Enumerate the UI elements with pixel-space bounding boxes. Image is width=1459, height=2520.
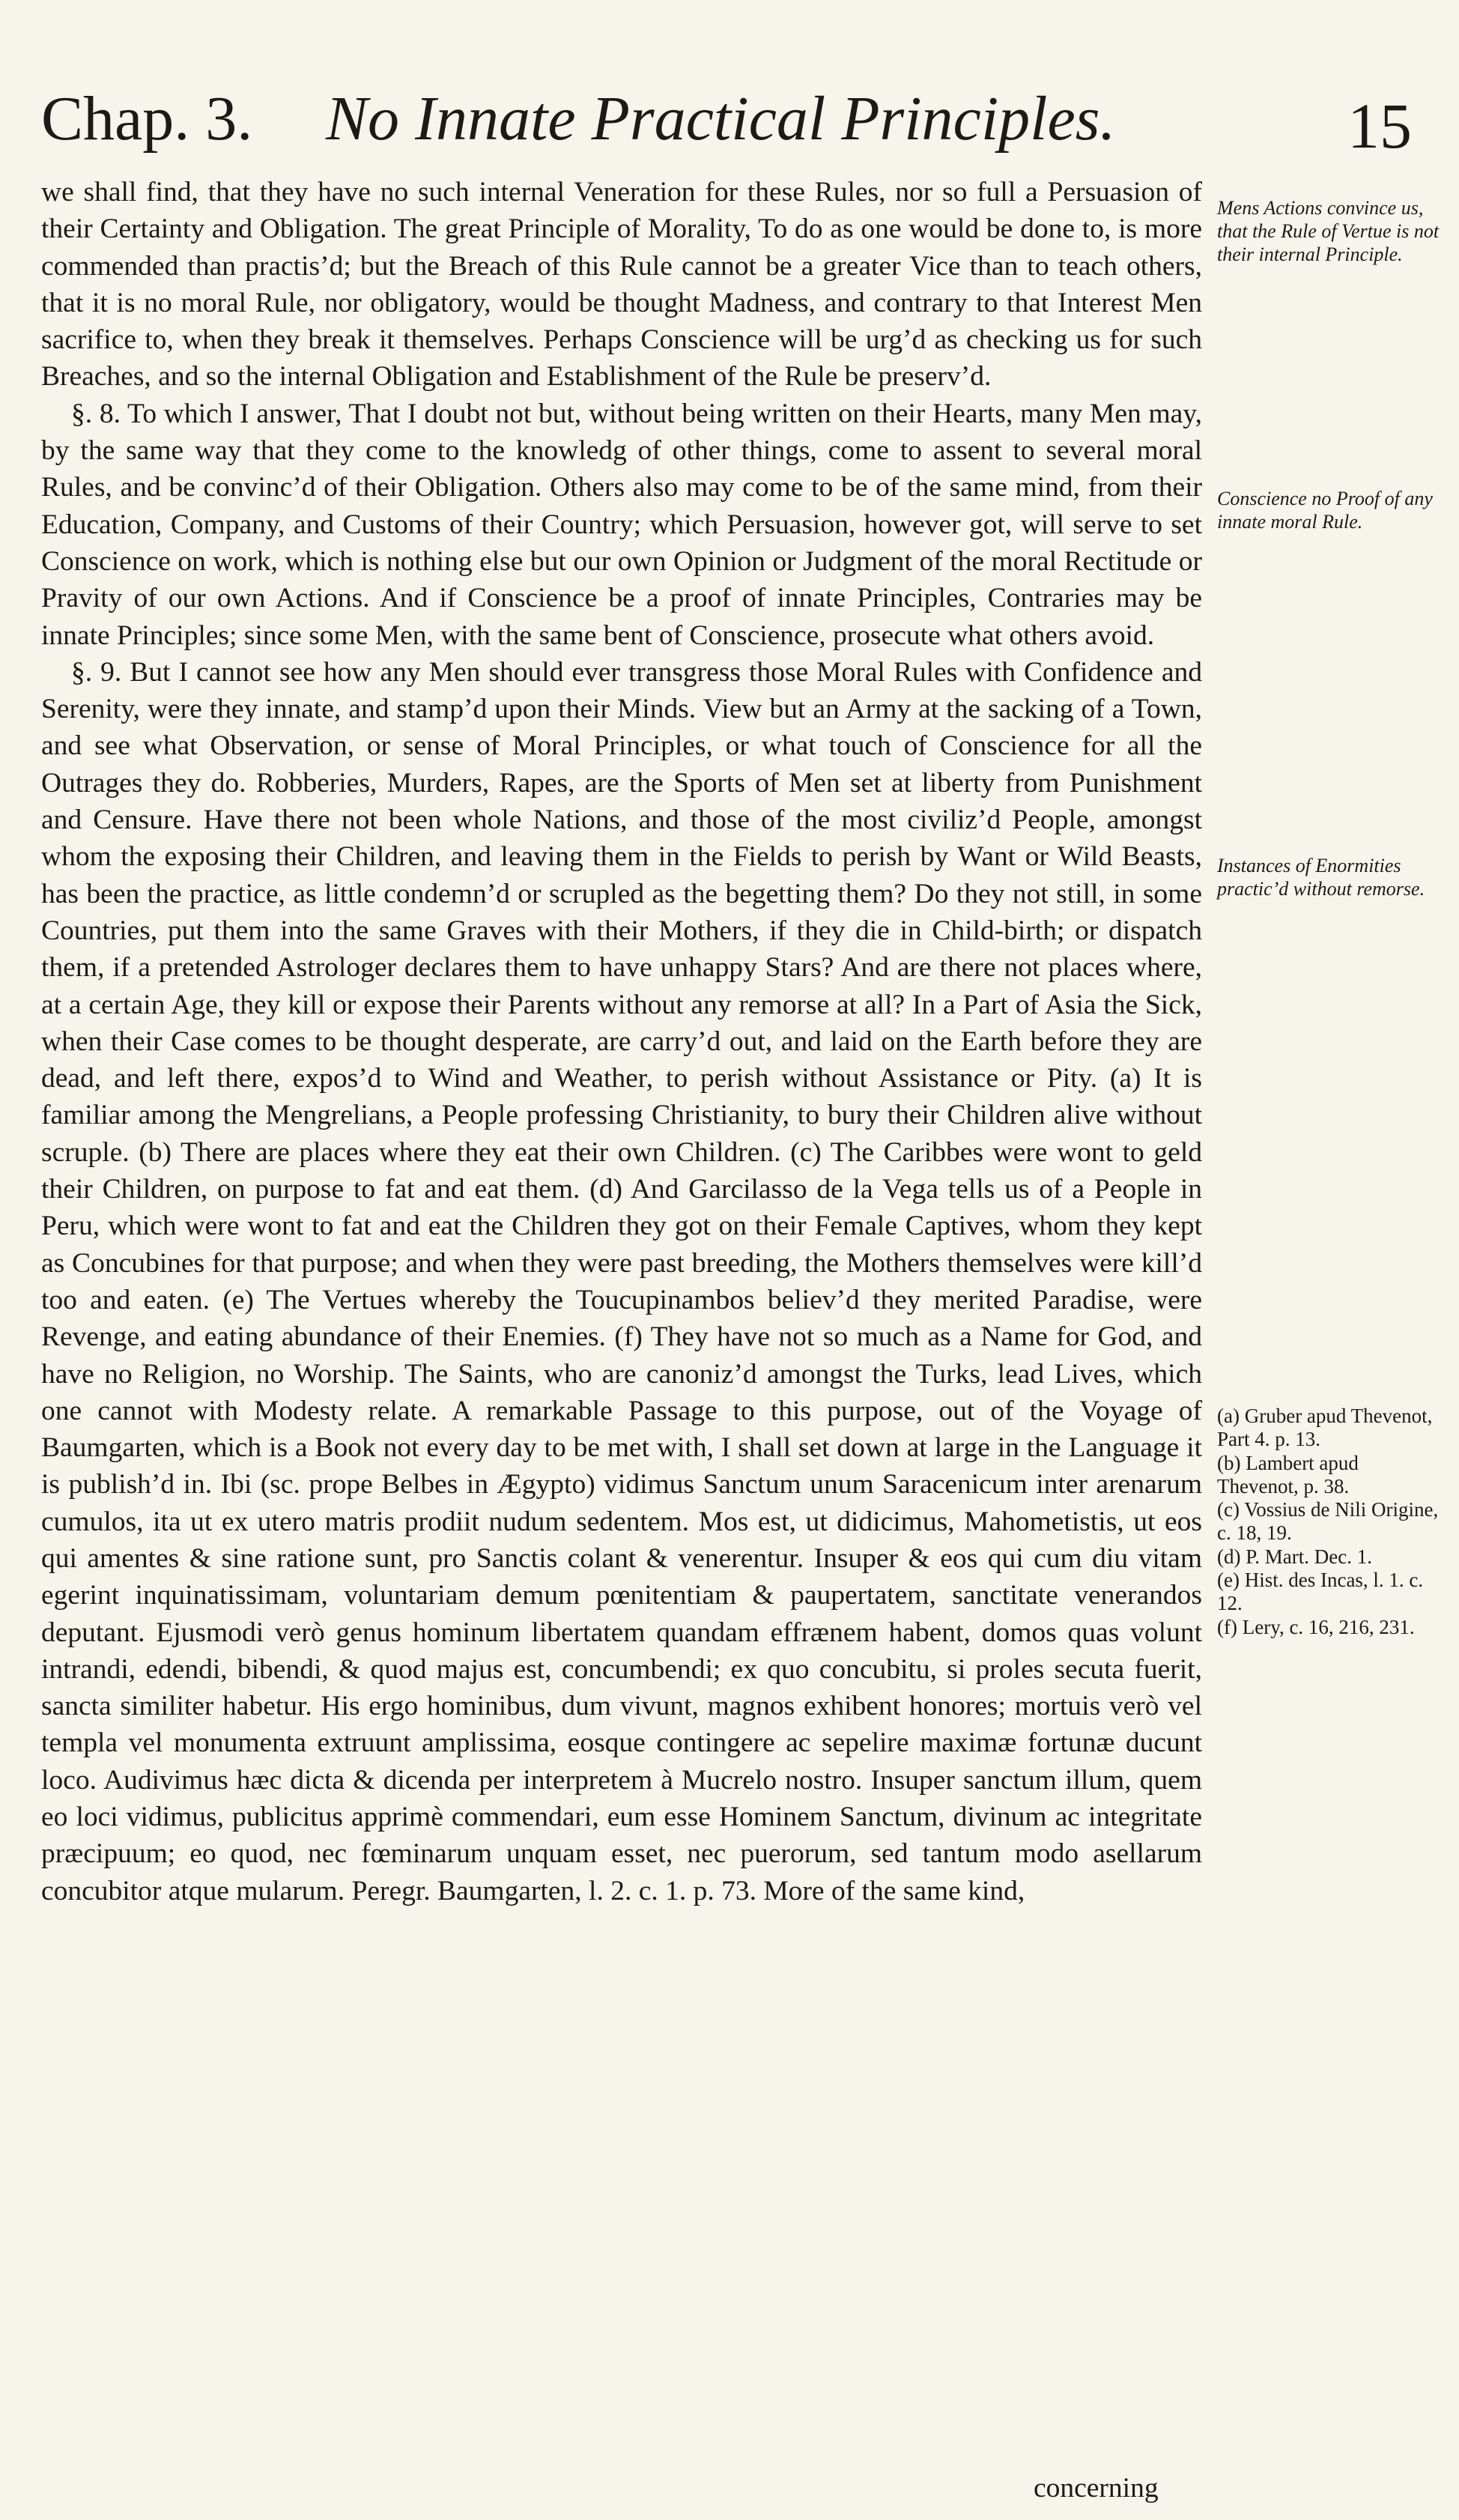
margin-note-instances: Instances of Enormities practic’d without remorse. bbox=[1217, 855, 1425, 900]
reference-b: (b) Lambert apud Thevenot, p. 38. bbox=[1217, 1451, 1359, 1497]
margin-references bbox=[1217, 1405, 1442, 1639]
catchword: concerning bbox=[1034, 2473, 1159, 2504]
page-number: 15 bbox=[1347, 90, 1412, 162]
body-text bbox=[41, 174, 1202, 1909]
reference-f: (f) Lery, c. 16, 216, 231. bbox=[1217, 1615, 1415, 1638]
page-title: No Innate Practical Principles. bbox=[326, 84, 1116, 154]
paragraph-section-9: §. 9. But I cannot see how any Men should ever transgress those Moral Rules with Confidence and Serenity, were they innate, and stamp’d upon their Minds. View but an Army at the sacking of a Town, and see what Observation, or sense of Moral Principles, or what touch of Conscience for all the Outrages they do. Robberies, Murders, Rapes, are the Sports of Men set at liberty from Punishment and Censure. Have there not been whole Nations, and those of the most civiliz’d People, amongst whom the exposing their Children, and leaving them in the Fields to perish by Want or Wild Beasts, has been the practice, as little condemn’d or scrupled as the begetting them? Do they not still, in some Countries, put them into the same Graves with their Mothers, if they die in Child-birth; or dispatch them, if a pretended Astrologer declares them to have unhappy Stars? And are there not places where, at a certain Age, they kill or expose their Parents without any remorse at all? In a Part of Asia the Sick, when their Case comes to be thought desperate, are carry’d out, and laid on the Earth before they are dead, and left there, expos’d to Wind and Weather, to perish without Assistance or Pity. (a) It is familiar among the Mengrelians, a People professing Christianity, to bury their Children alive without scruple. (b) There are places where they eat their own Children. (c) The Caribbes were wont to geld their Children, on purpose to fat and eat them. (d) And Garcilasso de la Vega tells us of a People in Peru, which were wont to fat and eat the Children they got on their Female Captives, whom they kept as Concubines for that purpose; and when they were past breeding, the Mothers themselves were kill’d too and eaten. (e) The Vertues whereby the Toucupinambos believ’d they merited Paradise, were Revenge, and eating abundance of their Enemies. (f) They have not so much as a Name for God, and have no Religion, no Worship. The Saints, who are canoniz’d amongst the Turks, lead Lives, which one cannot with Modesty relate. A remarkable Passage to this purpose, out of the Voyage of Baumgarten, which is a Book not every day to be met with, I shall set down at large in the Language it is publish’d in. Ibi (sc. prope Belbes in Ægypto) vidimus Sanctum unum Saracenicum inter arenarum cumulos, ita ut ex utero matris prodiit nudum sedentem. Mos est, ut didicimus, Mahometistis, ut eos qui amentes & sine ratione sunt, pro Sanctis colant & venerentur. Insuper & eos qui cum diu vitam egerint inquinatissimam, voluntariam demum pœnitentiam & paupertatem, sanctitate venerandos deputant. Ejusmodi verò genus hominum libertatem quandam effrænem habent, domos quas volunt intrandi, edendi, bibendi, & quod majus est, concumbendi; ex quo concubitu, si proles secuta fuerit, sancta similiter habetur. His ergo hominibus, dum vivunt, magnos exhibent honores; mortuis verò vel templa vel monumenta extruunt amplissima, eosque contingere ac sepelire maximæ fortunæ ducunt loco. Audivimus hæc dicta & dicenda per interpretem à Mucrelo nostro. Insuper sanctum illum, quem eo loci vidimus, publicitus apprimè commendari, eum esse Hominem Sanctum, divinum ac integritate præcipuum; eo quod, nec fœminarum unquam esset, nec puerorum, sed tantum modo asellarum concubitor atque mularum. Peregr. Baumgarten, l. 2. c. 1. p. 73. More of the same kind, bbox=[41, 656, 1202, 1906]
paragraph-section-8: §. 8. To which I answer, That I doubt not but, without being written on their Hearts, many Men may, by the same way that they come to the knowledg of other things, come to assent to several moral Rules, and be convinc’d of their Obligation. Others also may come to be of the same mind, from their Education, Company, and Customs of their Country; which Persuasion, however got, will serve to set Conscience on work, which is nothing else but our own Opinion or Judgment of the moral Rectitude or Pravity of our own Actions. And if Conscience be a proof of innate Principles, Contraries may be innate Principles; since some Men, with the same bent of Conscience, prosecute what others avoid. bbox=[41, 398, 1202, 651]
running-header bbox=[41, 82, 1412, 180]
reference-e: (e) Hist. des Incas, l. 1. c. 12. bbox=[1217, 1569, 1424, 1615]
paragraph-continuation: we shall find, that they have no such internal Veneration for these Rules, nor so full a Persuasion of their Certainty and Obligation. The great Principle of Morality, To do as one would be done to, is more commended than practis’d; but the Breach of this Rule cannot be a greater Vice than to teach others, that it is no moral Rule, nor obligatory, would be thought Madness, and contrary to that Interest Men sacrifice to, when they break it themselves. Perhaps Conscience will be urg’d as checking us for such Breaches, and so the internal Obligation and Establishment of the Rule be preserv’d. bbox=[41, 177, 1202, 393]
margin-note-conscience: Conscience no Proof of any innate moral Rule. bbox=[1217, 488, 1433, 533]
margin-note-mens-actions: Mens Actions convince us, that the Rule of Vertue is not their internal Principle. bbox=[1217, 197, 1440, 265]
reference-a: (a) Gruber apud Thevenot, Part 4. p. 13. bbox=[1217, 1405, 1433, 1451]
chapter-label: Chap. 3. bbox=[41, 84, 253, 154]
reference-c: (c) Vossius de Nili Origine, c. 18, 19. bbox=[1217, 1498, 1439, 1545]
reference-d: (d) P. Mart. Dec. 1. bbox=[1217, 1545, 1372, 1568]
